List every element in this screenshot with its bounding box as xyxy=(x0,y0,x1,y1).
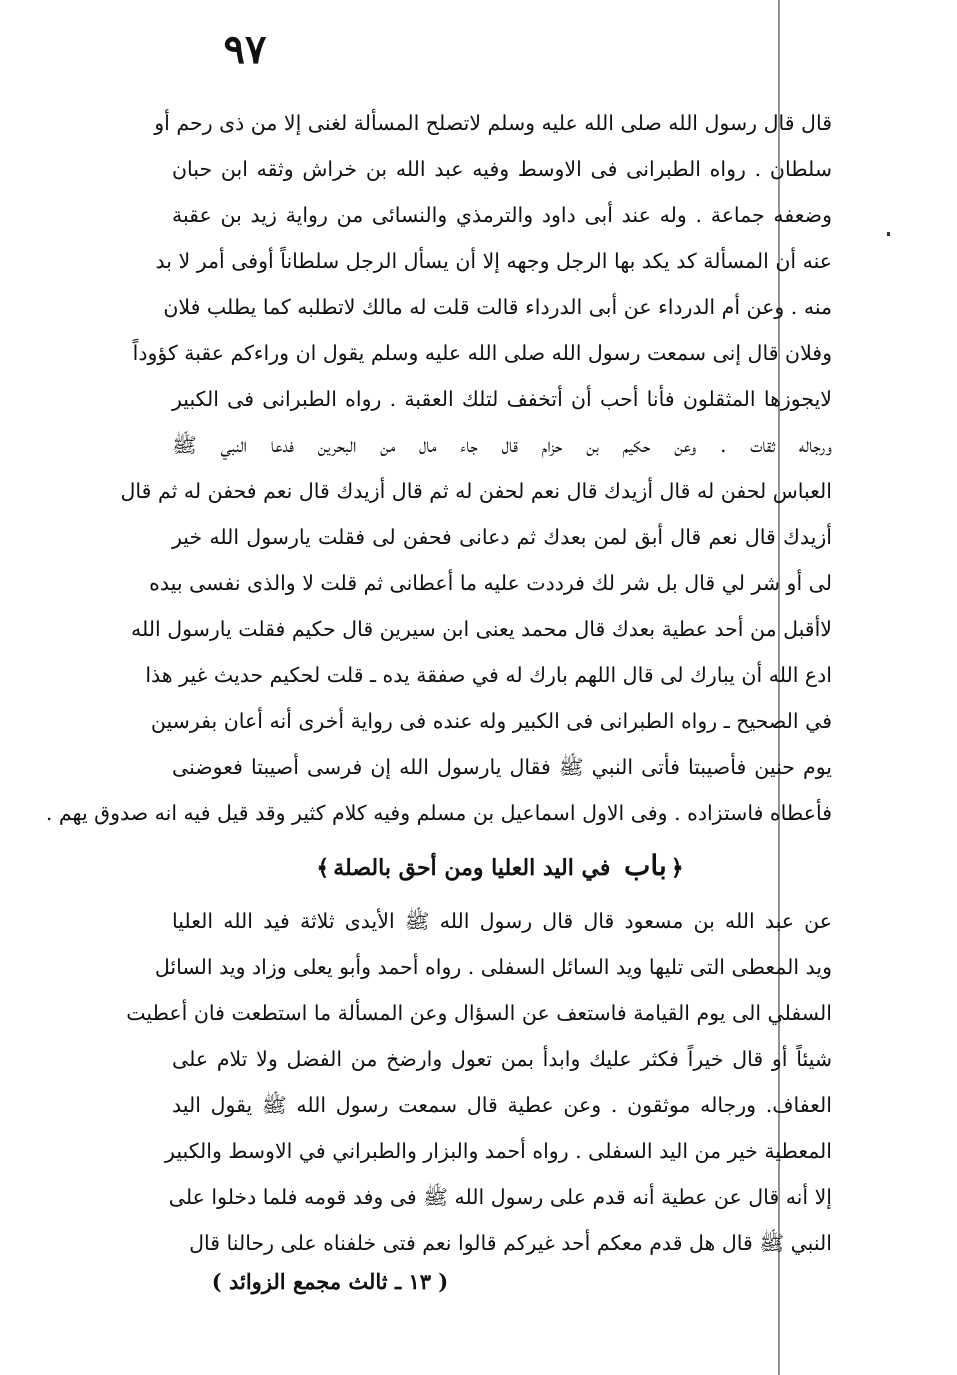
text-line: ادع الله أن يبارك لى قال اللهم بارك له في صفقة يده ـ قلت لحكيم حديث غير هذا xyxy=(145,663,832,687)
text-line: النبي ﷺ قال هل قدم معكم أحد غيركم قالوا نعم فتى خلفناه على رحالنا قال xyxy=(189,1231,832,1255)
text-line: قال قال رسول الله صلى الله عليه وسلم لاتصلح المسألة لغنى إلا من ذى رحم أو xyxy=(154,111,832,135)
text-line: ويد المعطى التى تليها ويد السائل السفلى . رواه أحمد وأبو يعلى وزاد ويد السائل xyxy=(154,955,832,979)
text-line: لايجوزها المثقلون فأنا أحب أن أتخفف لتلك العقبة . رواه الطبرانى فى الكبير xyxy=(172,387,832,411)
text-line: المعطية خير من اليد السفلى . رواه أحمد والبزار والطبراني في الاوسط والكبير xyxy=(165,1139,832,1163)
text-line: عنه أن المسألة كد يكد بها الرجل وجهه إلا أن يسأل الرجل سلطاناً أوفى أمر لا بد xyxy=(155,249,832,273)
text-line: في الصحيح ـ رواه الطبرانى فى الكبير وله عنده فى رواية أخرى أنه أعان بفرسين xyxy=(150,709,832,733)
heading-bab-label: باب xyxy=(624,849,667,882)
text-section-2 xyxy=(126,898,832,1266)
text-line: العباس لحفن له قال أزيدك قال نعم لحفن له ثم قال أزيدك قال نعم فحفن له ثم قال xyxy=(120,479,832,503)
text-line: العفاف. ورجاله موثقون . وعن عطية قال سمعت رسول الله ﷺ يقول اليد xyxy=(172,1093,832,1117)
text-line: سلطان . رواه الطبرانى فى الاوسط وفيه عبد الله بن خراش وثقه ابن حبان xyxy=(172,157,832,181)
heading-title: في اليد العليا ومن أحق بالصلة xyxy=(333,855,611,881)
heading-ornament-open: ﴿ xyxy=(670,855,684,881)
text-line: شيئاً أو قال خيراً فكثر عليك وابدأ بمن تعول وارضخ من الفضل ولا تلام على xyxy=(172,1047,832,1071)
footer-signature: ( ١٣ ـ ثالث مجمع الزوائد ) xyxy=(211,1269,449,1294)
text-line: وضعفه جماعة . وله عند أبى داود والترمذي والنسائى من رواية زيد بن عقبة xyxy=(172,203,832,227)
text-line: ورجاله ثقات . وعن حكيم بن حزام قال جاء مال من البحرين فدعا النبي ﷺ xyxy=(172,433,832,457)
text-line: منه . وعن أم الدرداء عن أبى الدرداء قالت قلت له مالك لاتطلبه كما يطلب فلان xyxy=(163,295,832,319)
text-line: وفلان قال إنى سمعت رسول الله صلى الله عليه وسلم يقول ان وراءكم عقبة كؤوداً xyxy=(132,341,832,365)
text-line: يوم حنين فأصيبتا فأتى النبي ﷺ فقال يارسول الله إن فرسى أصيبتا فعوضنى xyxy=(172,755,832,779)
chapter-heading xyxy=(270,846,730,888)
page-number: ٩٧ xyxy=(223,26,267,73)
ink-speck xyxy=(887,232,890,236)
text-section-1 xyxy=(45,100,832,836)
text-line: لى أو شر لي قال بل شر لك فرددت عليه ما أعطانى ثم قلت لا والذى نفسى بيده xyxy=(149,571,832,595)
heading-ornament-close: ﴾ xyxy=(316,855,330,881)
text-line: السفلي الى يوم القيامة فاستعف عن السؤال وعن المسألة ما استطعت فان أعطيت xyxy=(126,1001,832,1025)
text-line: أزيدك قال نعم قال أبق لمن بعدك ثم دعانى فحفن لى فقلت يارسول الله خير xyxy=(172,525,832,549)
text-line: إلا أنه قال عن عطية أنه قدم على رسول الله ﷺ فى وفد قومه فلما دخلوا على xyxy=(168,1185,832,1209)
text-line: عن عبد الله بن مسعود قال قال رسول الله ﷺ الأيدى ثلاثة فيد الله العليا xyxy=(172,909,832,933)
text-line: لاأقبل من أحد عطية بعدك قال محمد يعنى ابن سيرين قال حكيم فقلت يارسول الله xyxy=(130,617,832,641)
text-line: فأعطاه فاستزاده . وفى الاول اسماعيل بن مسلم وفيه كلام كثير وقد قيل فيه انه صدوق يهم . xyxy=(45,801,832,825)
